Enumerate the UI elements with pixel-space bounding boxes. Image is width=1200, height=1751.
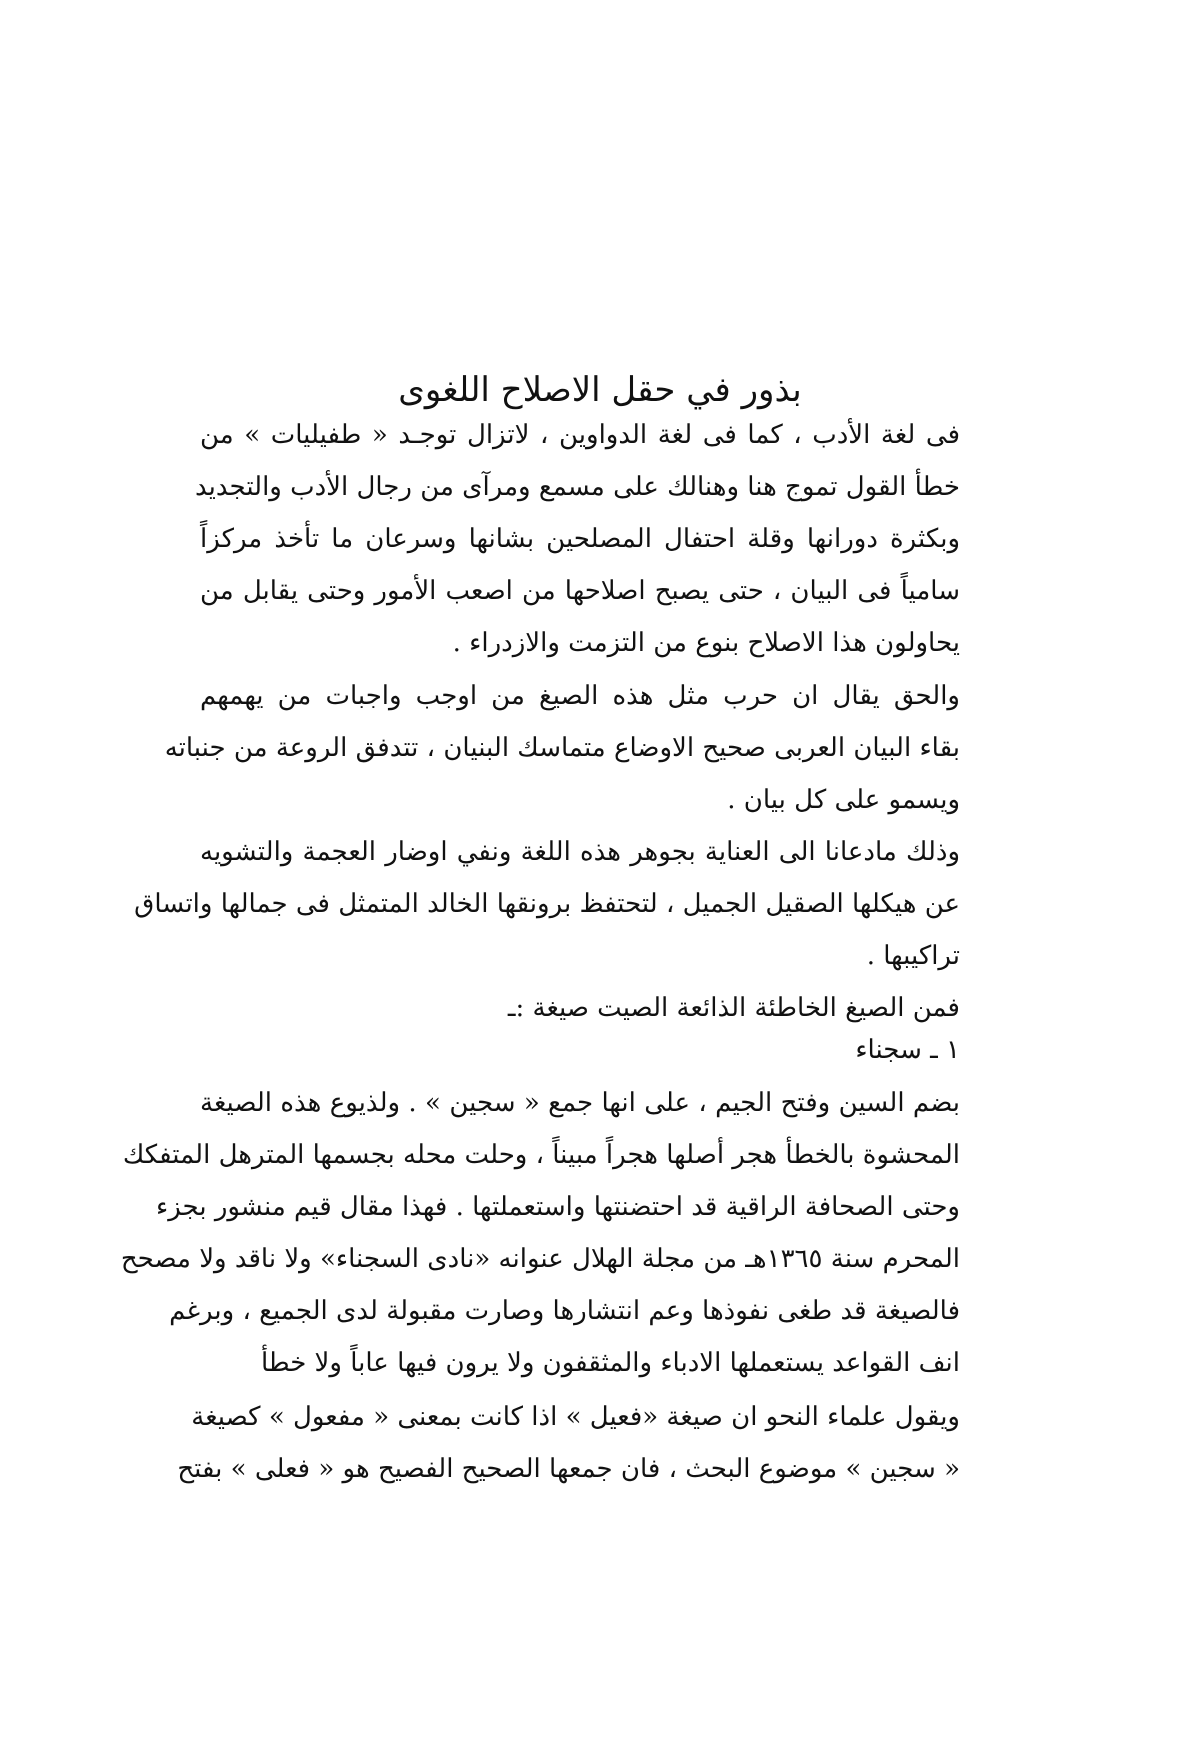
text-line: والحق يقال ان حرب مثل هذه الصيغ من اوجب واجبات من يهمهم [200, 681, 960, 711]
text-line: تراكيبها . [866, 941, 960, 971]
text-line: فى لغة الأدب ، كما فى لغة الدواوين ، لاتزال توجـد « طفيليات » من [200, 420, 960, 450]
text-line: فالصيغة قد طغى نفوذها وعم انتشارها وصارت مقبولة لدى الجميع ، وبرغم [169, 1296, 960, 1326]
text-line: عن هيكلها الصقيل الجميل ، لتحتفظ برونقها الخالد المتمثل فى جمالها واتساق [134, 889, 960, 919]
text-line: بقاء البيان العربى صحيح الاوضاع متماسك البنيان ، تتدفق الروعة من جنباته [164, 733, 960, 763]
text-line: « سجين » موضوع البحث ، فان جمعها الصحيح الفصيح هو « فعلى » بفتح [177, 1454, 960, 1484]
text-line: ويسمو على كل بيان . [727, 785, 960, 815]
text-line: وبكثرة دورانها وقلة احتفال المصلحين بشانها وسرعان ما تأخذ مركزاً [200, 524, 960, 554]
text-line: ١ ـ سجناء [855, 1035, 960, 1065]
text-line: وذلك مادعانا الى العناية بجوهر هذه اللغة ونفي اوضار العجمة والتشويه [200, 837, 960, 867]
text-line: يحاولون هذا الاصلاح بنوع من التزمت والازدراء . [452, 628, 960, 658]
text-line: فمن الصيغ الخاطئة الذائعة الصيت صيغة :ـ [507, 993, 960, 1023]
text-line: ويقول علماء النحو ان صيغة «فعيل » اذا كانت بمعنى « مفعول » كصيغة [191, 1402, 960, 1432]
text-line: المحشوة بالخطأ هجر أصلها هجراً مبيناً ، وحلت محله بجسمها المترهل المتفكك [122, 1140, 960, 1170]
text-line: وحتى الصحافة الراقية قد احتضنتها واستعملتها . فهذا مقال قيم منشور بجزء [155, 1192, 960, 1222]
text-line: خطأ القول تموج هنا وهنالك على مسمع ومرآى من رجال الأدب والتجديد [195, 472, 960, 502]
text-line: سامياً فى البيان ، حتى يصبح اصلاحها من اصعب الأمور وحتى يقابل من [200, 576, 960, 606]
page-title: بذور في حقل الاصلاح اللغوى [398, 370, 802, 410]
text-line: بضم السين وفتح الجيم ، على انها جمع « سجين » . ولذيوع هذه الصيغة [200, 1088, 960, 1118]
text-line: انف القواعد يستعملها الادباء والمثقفون ولا يرون فيها عاباً ولا خطأ [260, 1348, 960, 1378]
text-line: المحرم سنة ١٣٦٥هـ من مجلة الهلال عنوانه «نادى السجناء» ولا ناقد ولا مصحح [120, 1244, 960, 1274]
